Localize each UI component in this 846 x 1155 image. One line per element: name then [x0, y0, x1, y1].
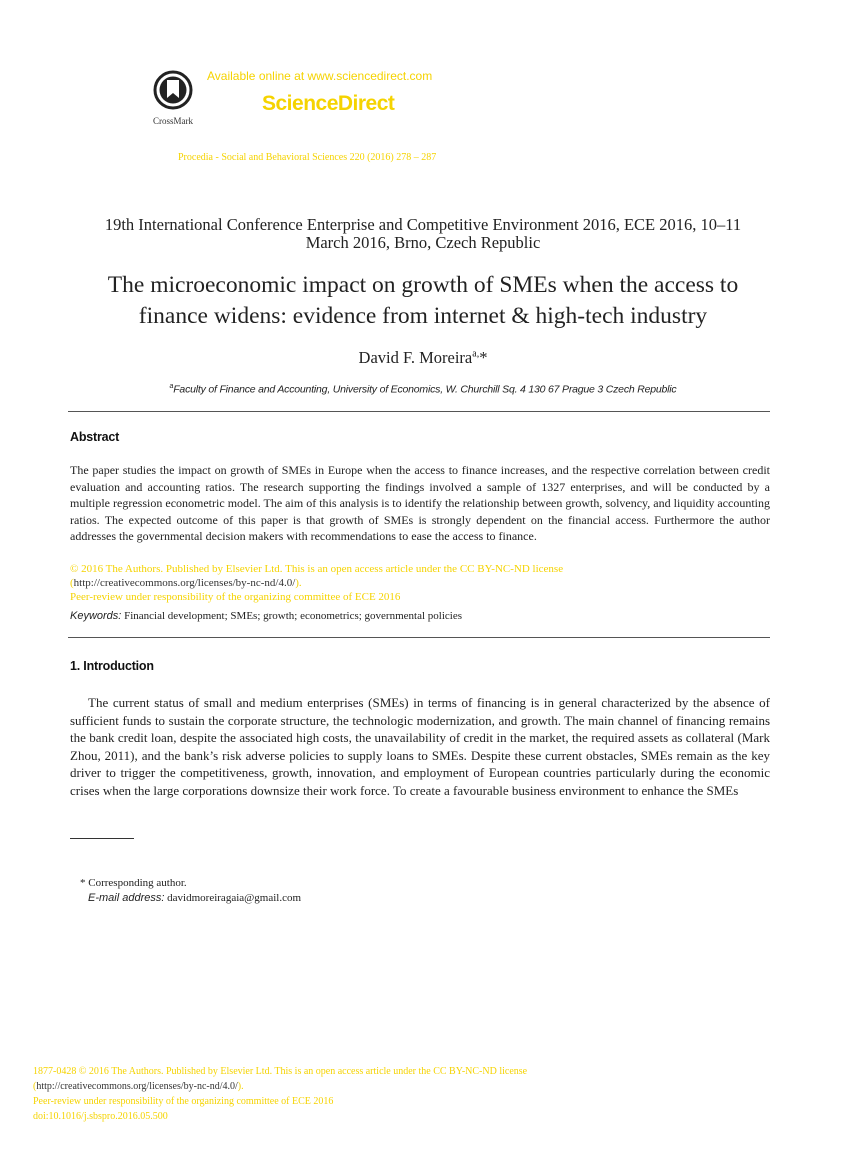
conference-line-2: March 2016, Brno, Czech Republic — [305, 233, 541, 252]
license-link[interactable]: http://creativecommons.org/licenses/by-nc-nd/4.0/ — [73, 577, 296, 589]
conference-line-1: 19th International Conference Enterprise and Competitive Environment 2016, ECE 2016, 10–11 — [104, 215, 742, 234]
copyright-line: © 2016 The Authors. Published by Elsevier Ltd. This is an open access article under the CC BY-NC-ND license — [70, 563, 564, 575]
introduction-text: The current status of small and medium enterprises (SMEs) in terms of financing is in general characterized by the absence of sufficient funds to sustain the corporate structure, the technologic modernization, and growth. The main channel of financing remains the bank credit loan, despite the associated high costs, the unavailability of credit in the market, the required assets as collateral (Mark Zhou, 2011), and the bank’s risk adverse policies to supply loans to SMEs. Despite these current obstacles, SMEs remain as the key driver to trigger the competitiveness, growth, innovation, and employment of European countries particularly during the economic crises when the large corporations downsize their work force. To create a favourable business environment to enhance the SMEs — [70, 695, 770, 798]
footnote-rule — [70, 838, 134, 839]
footer-doi[interactable]: doi:10.1016/j.sbspro.2016.05.500 — [33, 1111, 168, 1122]
affiliation-marker: a — [169, 383, 174, 390]
email-note — [88, 892, 301, 904]
abstract-text: The paper studies the impact on growth of SMEs in Europe when the access to finance increases, and the respective correlation between credit evaluation and accounting ratios. The research supporting the findings involved a sample of 1327 enterprises, and will be conducted by a multiple regression econometric model. The aim of this analysis is to identify the relationship between growth, solvency, and liquidity accounting ratios. The expected outcome of this paper is that growth of SMEs is strongly dependent on the financial access. Furthermore the author addresses the governmental decision makers with recommendations to ease the access to finance. — [70, 463, 770, 543]
title-line-1: The microeconomic impact on growth of SMEs when the access to — [107, 272, 739, 298]
footer-license-link[interactable]: http://creativecommons.org/licenses/by-nc-nd/4.0/ — [36, 1081, 238, 1092]
footer-peer-review: Peer-review under responsibility of the organizing committee of ECE 2016 — [33, 1096, 334, 1107]
sciencedirect-logo[interactable]: ScienceDirect — [262, 92, 395, 115]
footer-paren-close: ). — [237, 1081, 244, 1092]
affiliation — [60, 383, 786, 396]
footer-copyright: 1877-0428 © 2016 The Authors. Published by Elsevier Ltd. This is an open access article under the CC BY-NC-ND license — [33, 1066, 528, 1077]
keywords — [70, 610, 462, 622]
crossmark-icon — [153, 70, 193, 110]
author-affiliation-marker: a, — [472, 348, 480, 360]
license-paren-open: ( — [70, 577, 74, 589]
footer-license-line — [33, 1079, 244, 1094]
peer-review-line: Peer-review under responsibility of the organizing committee of ECE 2016 — [70, 591, 401, 603]
available-online-text[interactable]: Available online at www.sciencedirect.com — [207, 69, 433, 83]
keywords-list: Financial development; SMEs; growth; econometrics; governmental policies — [121, 610, 462, 622]
divider-top — [68, 411, 770, 412]
keywords-label: Keywords: — [70, 610, 122, 622]
crossmark-label: CrossMark — [153, 116, 193, 126]
article-title — [60, 270, 786, 332]
email-address[interactable]: davidmoreiragaia@gmail.com — [164, 892, 302, 904]
corresponding-marker: * — [479, 348, 488, 367]
license-url-line — [70, 576, 302, 590]
divider-bottom — [68, 637, 770, 638]
journal-citation: Procedia - Social and Behavioral Sciences 220 (2016) 278 – 287 — [178, 152, 437, 163]
abstract-heading: Abstract — [70, 430, 120, 444]
corresponding-author-note: * Corresponding author. — [80, 877, 187, 889]
email-label: E-mail address: — [88, 892, 165, 904]
title-line-2: finance widens: evidence from internet & high-tech industry — [138, 303, 708, 329]
author-name: David F. Moreira — [358, 348, 473, 367]
author-line — [60, 348, 786, 368]
introduction-heading: 1. Introduction — [70, 659, 154, 673]
affiliation-text: Faculty of Finance and Accounting, University of Economics, W. Churchill Sq. 4 130 67 Prague 3 Czech Republic — [173, 383, 677, 396]
crossmark-badge[interactable] — [148, 70, 198, 126]
conference-name — [60, 216, 786, 252]
footer-paren-open: ( — [33, 1081, 37, 1092]
license-paren-close: ). — [295, 577, 302, 589]
